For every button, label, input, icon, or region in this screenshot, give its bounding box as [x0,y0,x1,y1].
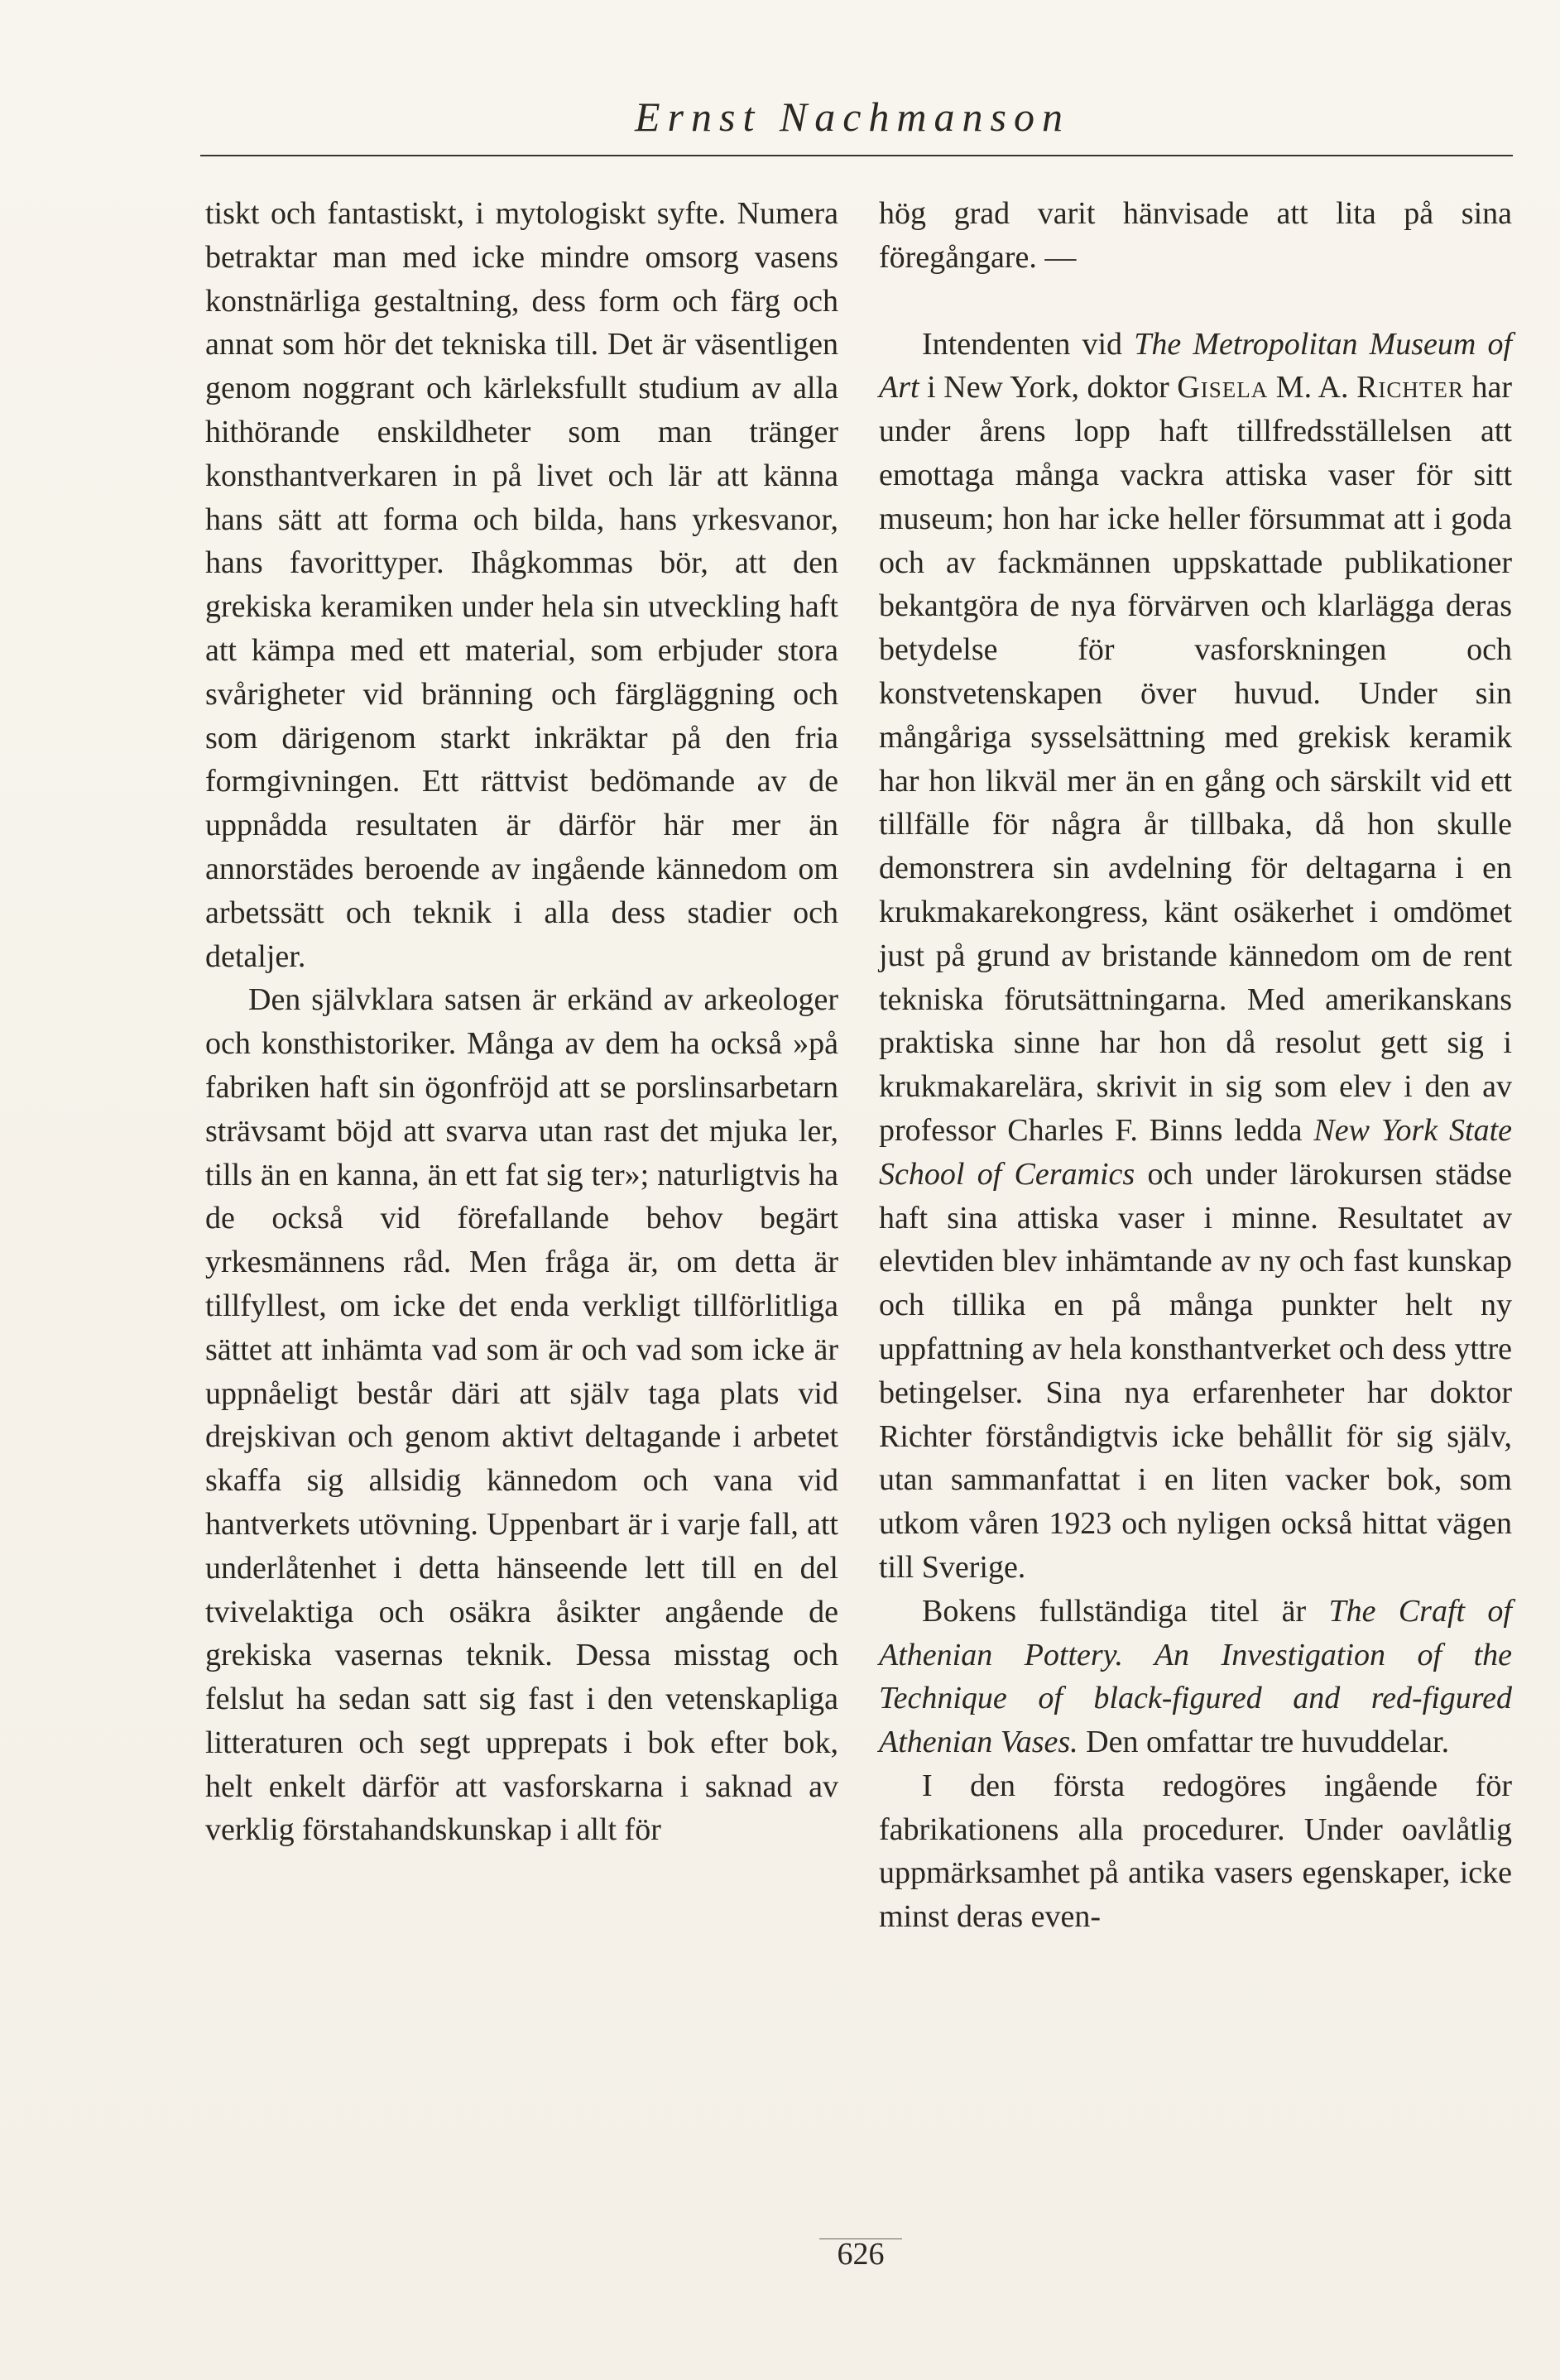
text-run: Bokens fullständiga titel är [922,1593,1329,1629]
paragraph: Den självklara satsen är erkänd av arkeologer och konsthistoriker. Många av dem ha också »på fabriken haft sin ögonfröjd att se porslinsarbetarn strävsamt böjd att svarva utan rast det mjuka ler, tills än en kanna, än ett fat sig ter»; naturligtvis ha de också vid förefallande behov begärt yrkesmännens råd. Men fråga är, om detta är tillfyllest, om icke det enda verkligt tillförlitliga sättet att inhämta vad som är och vad som icke är uppnåeligt består däri att själv taga plats vid drejskivan och genom aktivt deltagande i arbetet skaffa sig allsidig kännedom och vana vid hantverkets utövning. Uppenbart är i varje fall, att underlåtenhet i detta hänseende lett till en del tvivelaktiga och osäkra åsikter angående de grekiska vasernas teknik. Dessa misstag och felslut ha sedan satt sig fast i den vetenskapliga litteraturen och segt upprepats i bok efter bok, helt enkelt därför att vasforskarna i saknad av verklig förstahandskunskap i allt för [205,982,838,1848]
paragraph: tiskt och fantastiskt, i mytologiskt syfte. Numera betraktar man med icke mindre omsorg vasens konstnärliga gestaltning, dess form och färg och annat som hör det tekniska till. Det är väsentligen genom noggrant och kärleksfullt studium av alla hithörande enskildheter som man tränger konsthantverkaren in på livet och lär att känna hans sätt att forma och bilda, hans yrkesvanor, hans favorittyper. Ihågkommas bör, att den grekiska keramiken under hela sin utveckling haft att kämpa med ett material, som erbjuder stora svårigheter vid bränning och färgläggning och som därigenom starkt inkräktar på den fria formgivningen. Ett rättvist bedömande av de uppnådda resultaten är därför här mer än annorstädes beroende av ingående kännedom om arbetssätt och teknik i alla dess stadier och detaljer. [205,196,838,974]
left-column [205,192,838,1852]
header-rule [200,155,1513,156]
text-run: M. A. [1268,370,1357,405]
paragraph [879,1590,1512,1764]
paragraph: hög grad varit hänvisade att lita på sina föregångare. — [879,196,1512,275]
italic-title: The Craft of Athenian Pottery. An Investigation of the Technique of black-figured and red-figured Athenian Vases. [879,1593,1512,1760]
paragraph: I den första redogöres ingående för fabrikationens alla procedurer. Under oavlåtlig uppmärksamhet på antika vasers egenskaper, icke minst deras even- [879,1768,1512,1935]
italic-title: The Metropolitan Museum of Art [879,326,1512,405]
small-caps-name: Gisela [1177,370,1269,405]
page-number: 626 [837,2237,885,2272]
text-run: Intendenten vid [922,326,1135,362]
running-head: Ernst Nachmanson [635,94,1070,140]
text-run: Den omfattar tre huvuddelar. [1078,1725,1450,1760]
italic-title: New York State School of Ceramics [879,1112,1513,1192]
paragraph [879,323,1512,1590]
text-run: har under årens lopp haft tillfredsställelsen att emottaga många vackra attiska vaser för sitt museum; hon har icke heller försummat att i goda och av fackmännen uppskattade publikationer bekantgöra de nya förvärven och klarlägga deras betydelse för vasforskningen och konstvetenskapen över huvud. Under sin mångåriga sysselsättning med grekisk keramik har hon likväl mer än en gång och särskilt vid ett tillfälle för några år tillbaka, då hon skulle demonstrera sin avdelning för deltagarna i en krukmakarekongress, känt osäkerhet i omdömet just på grund av bristande kännedom om de rent tekniska förutsättningarna. Med amerikanskans praktiska sinne har hon då resolut gett sig i krukmakarelära, skrivit in sig som elev i den av professor Charles F. Binns ledda [879,370,1512,1148]
small-caps-name: Richter [1356,370,1464,405]
text-run: och under lärokursen städse haft sina attiska vaser i minne. Resultatet av elevtiden blev inhämtande av ny och fast kunskap och tillika en på många punkter helt ny uppfattning av hela konsthantverket och dess yttre betingelser. Sina nya erfarenheter har doktor Richter förståndigtvis icke behållit för sig själv, utan sammanfattat i en liten vacker bok, som utkom våren 1923 och nyligen också hittat vägen till Sverige. [879,1156,1513,1585]
right-column [879,192,1512,1939]
text-run: i New York, doktor [919,370,1178,405]
